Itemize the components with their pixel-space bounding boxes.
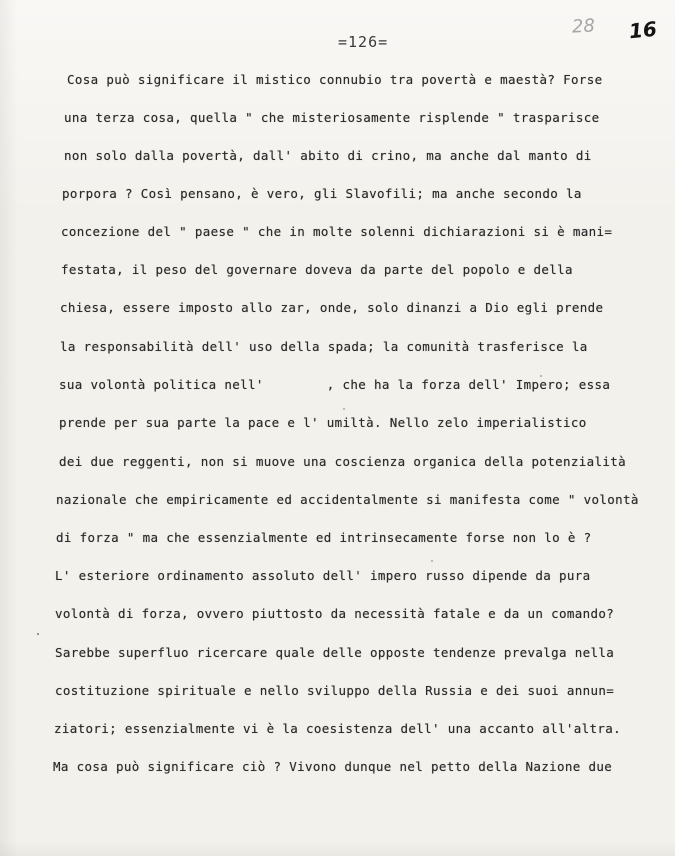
text-line: sua volontà politica nell' , che ha la forza dell' Impero; essa [59, 377, 611, 392]
pencil-archive-number: 28 [571, 15, 596, 38]
text-line: concezione del " paese " che in molte solenni dichiarazioni si è mani= [61, 224, 613, 239]
paper-speck [540, 375, 542, 377]
ink-archive-number: 16 [627, 16, 659, 44]
paper-speck [431, 560, 433, 562]
text-line: di forza " ma che essenzialmente ed intrinsecamente forse non lo è ? [56, 530, 592, 545]
text-line: Cosa può significare il mistico connubio tra povertà e maestà? Forse [67, 72, 603, 87]
text-line: nazionale che empiricamente ed accidentalmente si manifesta come " volontà [56, 492, 639, 507]
text-line: una terza cosa, quella " che misteriosamente risplende " trasparisce [64, 110, 600, 125]
text-line: prende per sua parte la pace e l' umiltà. Nello zelo imperialistico [59, 415, 587, 430]
text-line: Ma cosa può significare ciò ? Vivono dunque nel petto della Nazione due [53, 759, 613, 774]
text-line: festata, il peso del governare doveva da parte del popolo e della [61, 262, 573, 277]
text-line: ziatori; essenzialmente vi è la coesistenza dell' una accanto all'altra. [54, 721, 622, 736]
text-line: non solo dalla povertà, dall' abito di crino, ma anche dal manto di [64, 148, 592, 163]
paper-speck [343, 408, 345, 410]
text-line: costituzione spirituale e nello sviluppo della Russia e dei suoi annun= [55, 683, 615, 698]
text-line: volontà di forza, ovvero piuttosto da necessità fatale e da un comando? [55, 606, 615, 621]
text-line: dei due reggenti, non si muove una coscienza organica della potenzialità [59, 454, 627, 469]
text-line: L' esteriore ordinamento assoluto dell' impero russo dipende da pura [55, 568, 591, 583]
text-line: porpora ? Così pensano, è vero, gli Slavofili; ma anche secondo la [62, 186, 582, 201]
text-line: Sarebbe superfluo ricercare quale delle opposte tendenze prevalga nella [55, 645, 615, 660]
margin-mark [37, 633, 39, 635]
text-line: chiesa, essere imposto allo zar, onde, solo dinanzi a Dio egli prende [60, 300, 604, 315]
typed-page-number: =126= [338, 33, 389, 51]
text-line: la responsabilità dell' uso della spada; la comunità trasferisce la [60, 339, 588, 354]
